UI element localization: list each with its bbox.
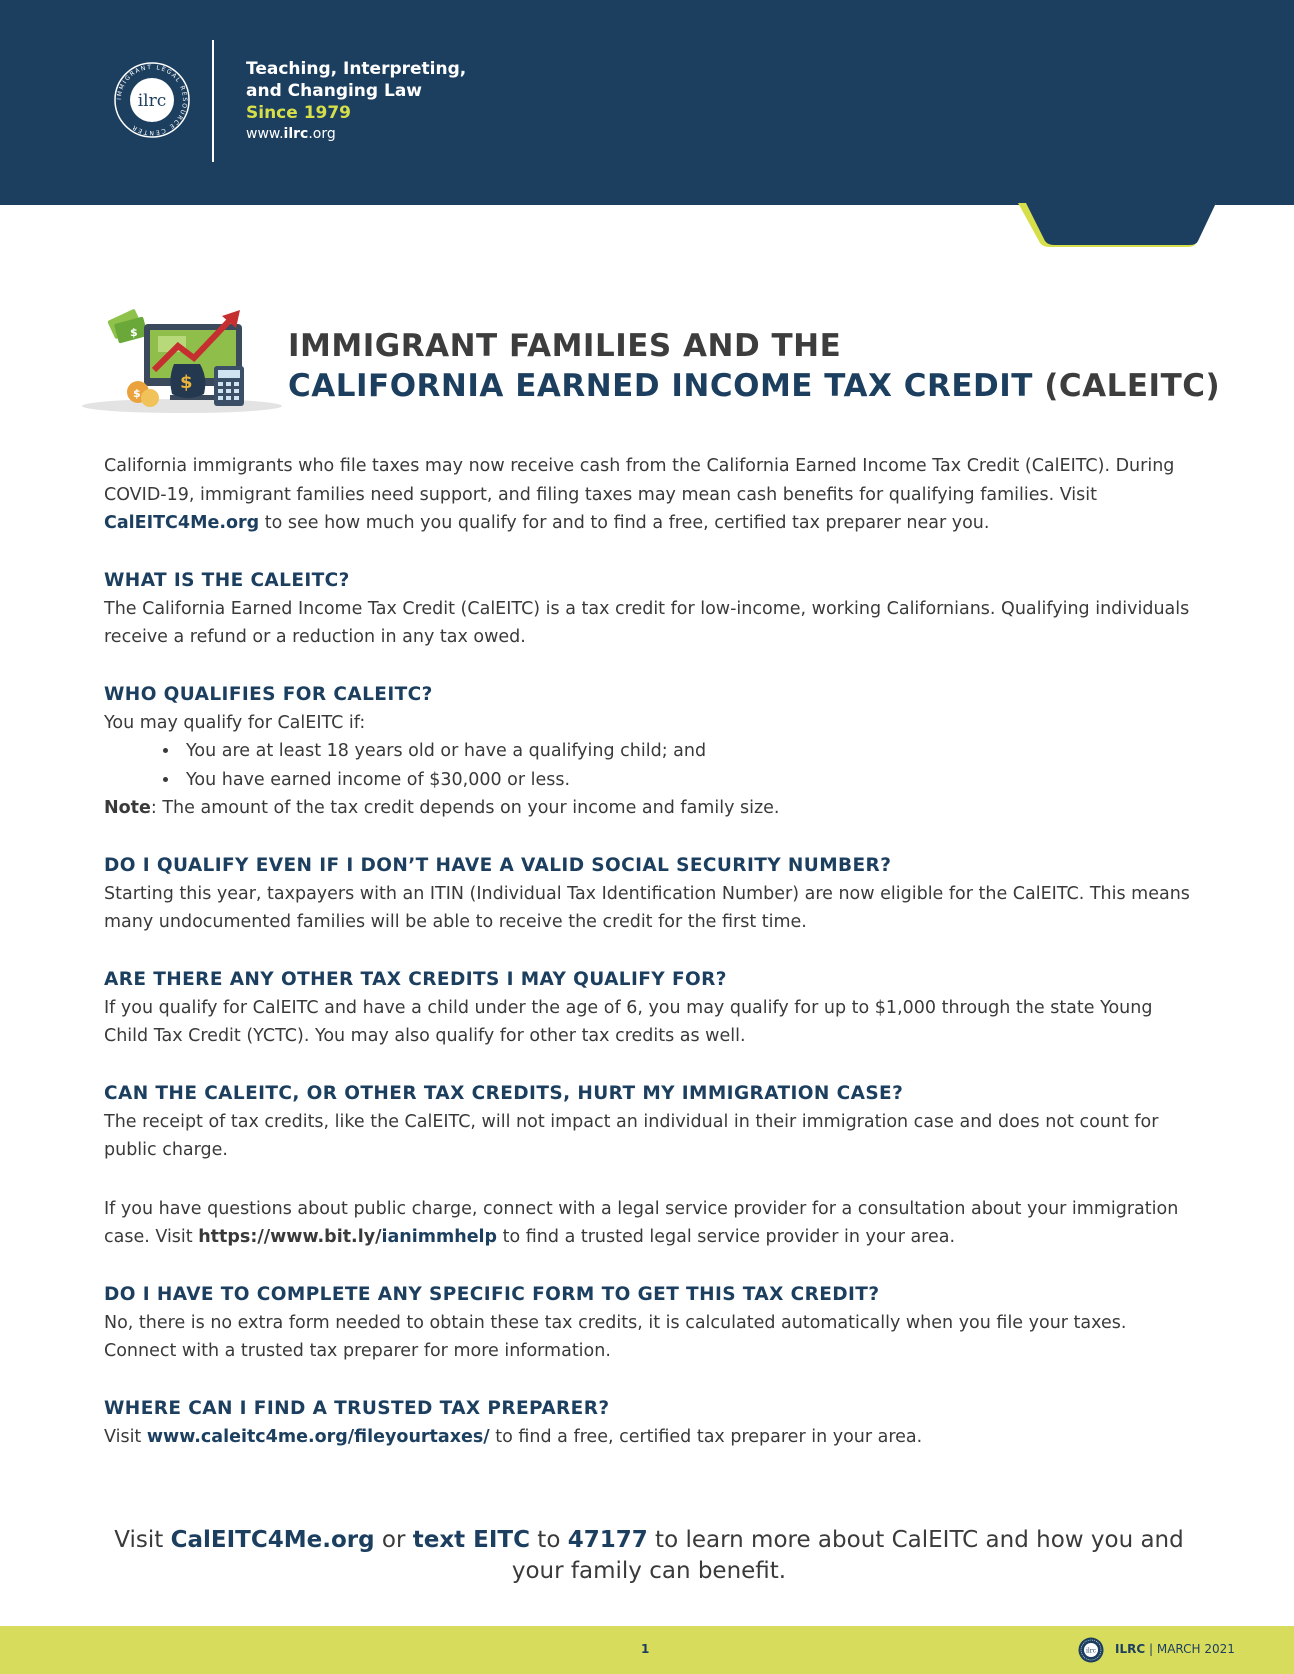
section-heading: ARE THERE ANY OTHER TAX CREDITS I MAY QUALIFY FOR?	[104, 968, 727, 990]
title-line1: IMMIGRANT FAMILIES AND THE	[288, 328, 842, 364]
page-title	[288, 326, 1228, 406]
section-ssn	[104, 852, 1194, 937]
logo-text: ilrc	[137, 91, 167, 111]
website-link[interactable]: www.ilrc.org	[246, 126, 336, 142]
header-tab-accent	[1018, 203, 1216, 247]
section-heading: WHAT IS THE CALEITC?	[104, 569, 350, 591]
intro-paragraph: California immigrants who file taxes may now receive cash from the California Earned Income Tax Credit (CalEITC). During COVID-19, immigrant families need support, and filing taxes may mean cash benefits for qualifying families. Visit CalEITC4Me.org to see how much you qualify for and to find a free, certified tax preparer near you.	[104, 456, 1175, 533]
main-content	[104, 452, 1194, 1451]
section-preparer	[104, 1395, 1194, 1452]
tagline	[246, 58, 466, 144]
title-line2: CALIFORNIA EARNED INCOME TAX CREDIT (CALEITC)	[288, 368, 1221, 404]
tagline-since: Since 1979	[246, 103, 352, 123]
bullet-list	[104, 737, 1194, 794]
section-body: You may qualify for CalEITC if:	[104, 712, 366, 733]
section-immigration-case	[104, 1080, 1194, 1252]
footer-org-date: ILRC | MARCH 2021	[1115, 1642, 1235, 1656]
svg-text:$: $	[130, 326, 138, 339]
section-heading: WHERE CAN I FIND A TRUSTED TAX PREPARER?	[104, 1397, 610, 1419]
cta-text-eitc: text EITC	[412, 1527, 530, 1553]
list-item: • You are at least 18 years old or have a qualifying child; and	[180, 737, 1194, 766]
section-body: Starting this year, taxpayers with an ITIN (Individual Tax Identification Number) are now eligible for the CalEITC. This means many undocumented families will be able to receive the credit for the first time.	[104, 883, 1190, 932]
section-what	[104, 567, 1194, 652]
section-body: If you qualify for CalEITC and have a child under the age of 6, you may qualify for up to $1,000 through the state Young Child Tax Credit (YCTC). You may also qualify for other tax credits as well.	[104, 997, 1153, 1046]
section-form	[104, 1281, 1194, 1366]
section-heading: WHO QUALIFIES FOR CALEITC?	[104, 683, 433, 705]
ilrc-logo-icon	[112, 60, 192, 140]
note-paragraph: Note: The amount of the tax credit depends on your income and family size.	[104, 798, 780, 818]
caleitc4me-link[interactable]: CalEITC4Me.org	[104, 513, 260, 533]
svg-text:ilrc: ilrc	[1085, 1647, 1097, 1655]
ianimmhelp-link[interactable]: https://www.bit.ly/ianimmhelp	[198, 1227, 498, 1247]
tagline-line1: Teaching, Interpreting,	[246, 59, 467, 79]
money-computer-calculator-icon	[82, 306, 294, 416]
svg-text:$: $	[180, 372, 193, 393]
header-divider	[212, 40, 214, 162]
list-item: • You have earned income of $30,000 or less.	[180, 766, 1194, 795]
section-body: Visit www.caleitc4me.org/fileyourtaxes/ to find a free, certified tax preparer in your area.	[104, 1426, 923, 1447]
cta-short-code: 47177	[567, 1527, 648, 1553]
section-heading: DO I QUALIFY EVEN IF I DON’T HAVE A VALID SOCIAL SECURITY NUMBER?	[104, 854, 892, 876]
cta-caleitc4me-link[interactable]: CalEITC4Me.org	[170, 1527, 375, 1553]
logo-ring-text: IMMIGRANT LEGAL RESOURCE CENTER	[115, 63, 189, 137]
ilrc-footer-logo-icon	[1078, 1637, 1104, 1663]
fileyourtaxes-link[interactable]: www.caleitc4me.org/fileyourtaxes/	[146, 1426, 490, 1447]
section-body-2: If you have questions about public charge, connect with a legal service provider for a consultation about your immigration case. Visit https://www.bit.ly/ianimmhelp to find a trusted legal service provider in your area.	[104, 1198, 1179, 1247]
section-who	[104, 681, 1194, 823]
section-body: The receipt of tax credits, like the CalEITC, will not impact an individual in their immigration case and does not count for public charge.	[104, 1111, 1159, 1160]
tagline-line2: and Changing Law	[246, 81, 423, 101]
svg-text:$: $	[133, 387, 141, 400]
section-other-credits	[104, 966, 1194, 1051]
header-banner	[0, 0, 1294, 205]
section-body: No, there is no extra form needed to obtain these tax credits, it is calculated automatically when you file your taxes. Connect with a trusted tax preparer for more information.	[104, 1312, 1127, 1361]
section-body: The California Earned Income Tax Credit (CalEITC) is a tax credit for low-income, working Californians. Qualifying individuals receive a refund or a reduction in any tax owed.	[104, 598, 1190, 647]
call-to-action: Visit CalEITC4Me.org or text EITC to 47177 to learn more about CalEITC and how you and your family can benefit.	[114, 1527, 1184, 1584]
section-heading: CAN THE CALEITC, OR OTHER TAX CREDITS, HURT MY IMMIGRATION CASE?	[104, 1082, 904, 1104]
section-heading: DO I HAVE TO COMPLETE ANY SPECIFIC FORM TO GET THIS TAX CREDIT?	[104, 1283, 880, 1305]
page-number: 1	[641, 1642, 650, 1656]
